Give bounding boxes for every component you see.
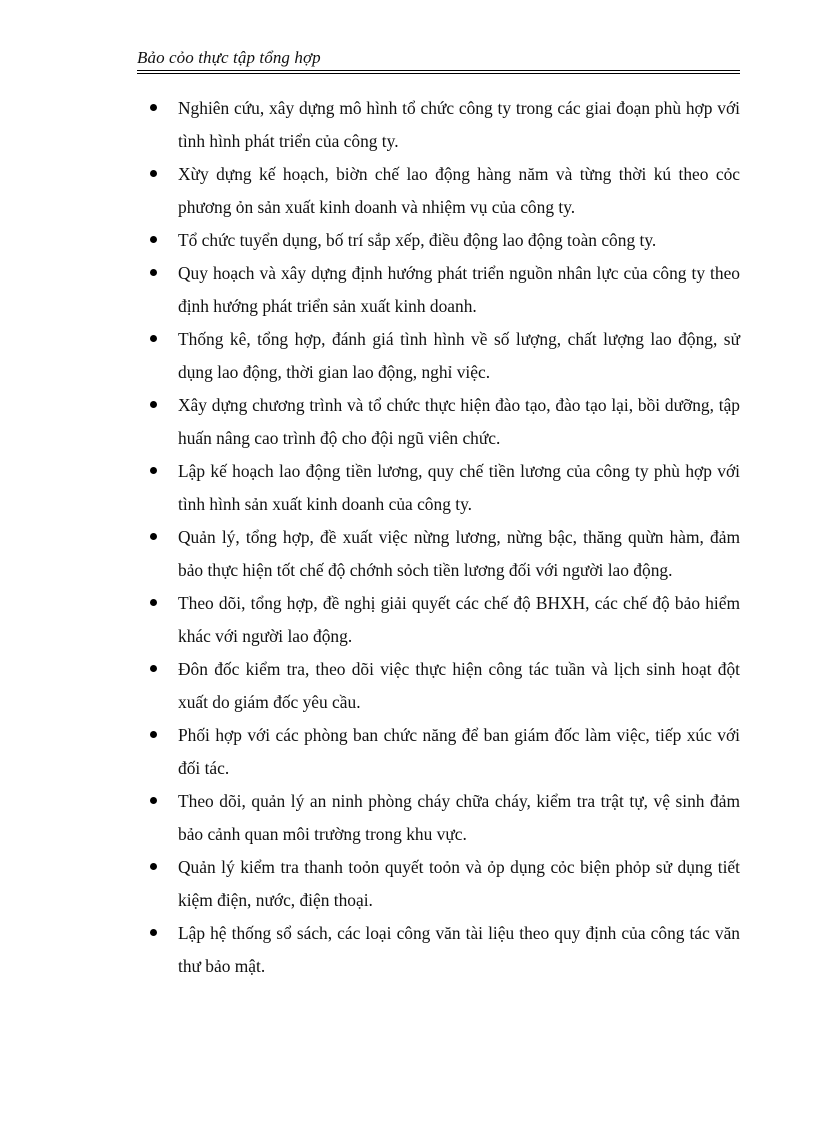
list-item bbox=[150, 323, 740, 389]
list-item bbox=[150, 521, 740, 587]
list-item bbox=[150, 224, 740, 257]
list-item-text: Nghiên cứu, xây dựng mô hình tổ chức công ty trong các giai đoạn phù hợp với tình hình phát triển của công ty. bbox=[178, 98, 740, 151]
list-item-text: Tổ chức tuyển dụng, bố trí sắp xếp, điều động lao động toàn công ty. bbox=[178, 230, 657, 250]
list-item bbox=[150, 719, 740, 785]
list-item-text: Xây dựng chương trình và tổ chức thực hiện đào tạo, đào tạo lại, bồi dưỡng, tập huấn nâng cao trình độ cho đội ngũ viên chức. bbox=[178, 395, 740, 448]
bullet-icon bbox=[150, 533, 157, 540]
list-item bbox=[150, 917, 740, 983]
bullet-icon bbox=[150, 467, 157, 474]
bullet-icon bbox=[150, 599, 157, 606]
list-item-text: Phối hợp với các phòng ban chức năng để ban giám đốc làm việc, tiếp xúc với đối tác. bbox=[178, 725, 740, 778]
list-item bbox=[150, 653, 740, 719]
list-item bbox=[150, 257, 740, 323]
list-item bbox=[150, 92, 740, 158]
list-item bbox=[150, 389, 740, 455]
header-double-rule bbox=[137, 70, 740, 74]
bullet-icon bbox=[150, 401, 157, 408]
bullet-icon bbox=[150, 335, 157, 342]
list-item-text: Đôn đốc kiểm tra, theo dõi việc thực hiện công tác tuần và lịch sinh hoạt đột xuất do giám đốc yêu cầu. bbox=[178, 659, 740, 712]
list-item-text: Quy hoạch và xây dựng định hướng phát triển nguồn nhân lực của công ty theo định hướng phát triển sản xuất kinh doanh. bbox=[178, 263, 740, 316]
list-item-text: Xừy dựng kế hoạch, biờn chế lao động hàng năm và từng thời kú theo cỏc phương ỏn sản xuất kinh doanh và nhiệm vụ của công ty. bbox=[178, 164, 740, 217]
page-header bbox=[137, 48, 740, 74]
bullet-icon bbox=[150, 269, 157, 276]
list-item bbox=[150, 455, 740, 521]
list-item-text: Quản lý, tổng hợp, đề xuất việc nừng lương, nừng bậc, thăng quừn hàm, đảm bảo thực hiện tốt chế độ chớnh sỏch tiền lương đối với người lao động. bbox=[178, 527, 740, 580]
list-item-text: Theo dõi, quản lý an ninh phòng cháy chữa cháy, kiểm tra trật tự, vệ sinh đảm bảo cảnh quan môi trường trong khu vực. bbox=[178, 791, 740, 844]
bullet-icon bbox=[150, 797, 157, 804]
list-item-text: Lập kế hoạch lao động tiền lương, quy chế tiền lương của công ty phù hợp với tình hình sản xuất kinh doanh của công ty. bbox=[178, 461, 740, 514]
list-item bbox=[150, 785, 740, 851]
bullet-icon bbox=[150, 236, 157, 243]
duties-list bbox=[150, 92, 740, 983]
list-item-text: Theo dõi, tổng hợp, đề nghị giải quyết các chế độ BHXH, các chế độ bảo hiểm khác với người lao động. bbox=[178, 593, 740, 646]
list-item bbox=[150, 851, 740, 917]
bullet-icon bbox=[150, 104, 157, 111]
bullet-icon bbox=[150, 731, 157, 738]
list-item-text: Quản lý kiểm tra thanh toỏn quyết toỏn và ỏp dụng cỏc biện phỏp sử dụng tiết kiệm điện, nước, điện thoại. bbox=[178, 857, 740, 910]
header-title: Bảo cỏo thực tập tổng hợp bbox=[137, 48, 321, 67]
list-item-text: Lập hệ thống sổ sách, các loại công văn tài liệu theo quy định của công tác văn thư bảo mật. bbox=[178, 923, 740, 976]
list-item bbox=[150, 158, 740, 224]
list-item bbox=[150, 587, 740, 653]
bullet-icon bbox=[150, 665, 157, 672]
bullet-icon bbox=[150, 863, 157, 870]
list-item-text: Thống kê, tổng hợp, đánh giá tình hình về số lượng, chất lượng lao động, sử dụng lao động, thời gian lao động, nghỉ việc. bbox=[178, 329, 740, 382]
bullet-icon bbox=[150, 170, 157, 177]
bullet-icon bbox=[150, 929, 157, 936]
